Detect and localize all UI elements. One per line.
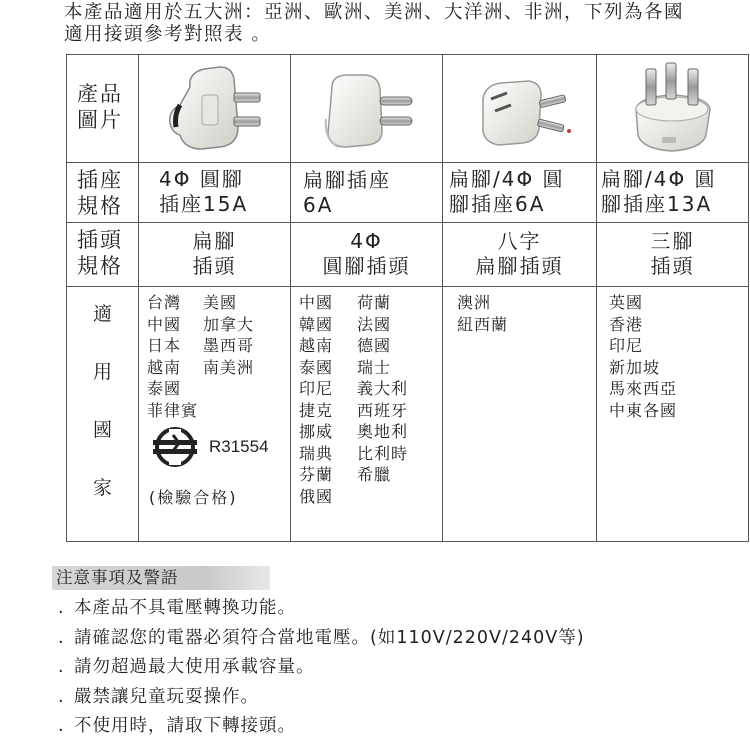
country-item: 新加坡 <box>609 357 661 377</box>
product-image-cell <box>291 55 443 163</box>
country-item: 菲律賓 <box>147 400 199 420</box>
row-label-socket-spec: 插座 規格 <box>67 163 139 223</box>
country-item: 越南 <box>299 336 334 355</box>
country-item: 芬蘭 <box>299 465 334 484</box>
country-item: 比利時 <box>357 443 409 463</box>
product-image-cell <box>597 55 749 163</box>
country-item: 香港 <box>609 314 644 334</box>
plug-spec-cell: 三腳 插頭 <box>597 223 749 287</box>
adapter-reference-table <box>66 54 749 542</box>
countries-cell <box>597 287 749 542</box>
country-item: 希臘 <box>357 465 392 484</box>
country-item <box>357 486 437 508</box>
certification-block <box>139 421 290 541</box>
country-item: 西班牙 <box>357 400 409 420</box>
angled-flat-adapter-icon <box>455 59 585 159</box>
countries-cell <box>291 287 443 542</box>
country-item: 印尼 <box>299 379 334 398</box>
country-item: 紐西蘭 <box>457 314 509 334</box>
plug-spec-cell: 4Φ 圓腳插頭 <box>291 223 443 287</box>
note-bullet: . <box>58 657 65 677</box>
country-item: 南美洲 <box>203 357 255 377</box>
notes-title: 注意事項及警語 <box>52 566 270 590</box>
country-item: 越南 <box>147 357 182 377</box>
country-item: 墨西哥 <box>203 336 255 355</box>
certification-label: (檢驗合格) <box>149 488 238 507</box>
country-item: 加拿大 <box>203 314 255 334</box>
row-label-plug-spec: 插頭 規格 <box>67 223 139 287</box>
note-bullet: . <box>58 716 65 736</box>
country-item: 泰國 <box>147 379 182 398</box>
countries-row <box>67 287 749 542</box>
country-item: 捷克 <box>299 400 334 420</box>
plug-spec-cell: 扁腳 插頭 <box>139 223 291 287</box>
note-bullet: . <box>58 598 65 618</box>
country-item <box>203 378 273 400</box>
plug-spec-cell: 八字 扁腳插頭 <box>443 223 597 287</box>
country-item: 印尼 <box>609 336 644 355</box>
socket-spec-cell: 扁腳插座 6A <box>291 163 443 223</box>
note-bullet: . <box>58 627 65 648</box>
country-item: 瑞典 <box>299 443 334 463</box>
row-label-countries: 適 用 國 家 <box>67 287 139 542</box>
product-image-cell <box>139 55 291 163</box>
note-item: . 不使用時，請取下轉接頭。 <box>58 712 585 742</box>
country-item: 日本 <box>147 336 182 355</box>
country-item: 英國 <box>609 293 644 312</box>
socket-spec-cell: 扁腳/4Φ 圓 腳插座6A <box>443 163 597 223</box>
note-item: . 嚴禁讓兒童玩耍操作。 <box>58 683 585 713</box>
country-item: 澳洲 <box>457 293 492 312</box>
note-item: . 請確認您的電器必須符合當地電壓。(如110V/220V/240V等) <box>58 624 585 654</box>
country-list <box>291 287 442 507</box>
round-pin-adapter-icon <box>302 59 432 159</box>
product-image-row <box>67 55 749 163</box>
country-list <box>139 287 290 421</box>
three-pin-adapter-icon <box>608 59 738 159</box>
country-item: 俄國 <box>299 486 334 506</box>
product-image-cell <box>443 55 597 163</box>
socket-spec-cell: 4Φ 圓腳 插座15A <box>139 163 291 223</box>
country-item <box>203 400 273 422</box>
country-item: 美國 <box>203 293 238 312</box>
country-item: 荷蘭 <box>357 293 392 312</box>
country-item: 法國 <box>357 314 392 334</box>
bsmi-certification-mark-icon <box>149 425 201 469</box>
certification-code: R31554 <box>209 437 269 456</box>
country-list <box>597 287 748 421</box>
notes-list <box>58 594 585 742</box>
country-item: 德國 <box>357 336 392 355</box>
country-item: 挪威 <box>299 422 334 441</box>
country-item: 中國 <box>147 314 182 334</box>
country-item: 瑞士 <box>357 357 392 377</box>
country-item: 義大利 <box>357 379 409 398</box>
country-item: 馬來西亞 <box>609 379 678 398</box>
country-list <box>443 287 596 335</box>
note-item: . 本產品不具電壓轉換功能。 <box>58 594 585 624</box>
intro-line-1: 本產品適用於五大洲：亞洲、歐洲、美洲、大洋洲、非洲，下列為各國 <box>64 2 685 23</box>
country-item: 奧地利 <box>357 422 409 441</box>
countries-cell <box>139 287 291 542</box>
country-item: 泰國 <box>299 357 334 377</box>
note-bullet: . <box>58 686 65 707</box>
country-item: 韓國 <box>299 314 334 334</box>
intro-text <box>64 2 748 46</box>
country-item: 台灣 <box>147 293 182 312</box>
plug-spec-row <box>67 223 749 287</box>
note-item: . 請勿超過最大使用承載容量。 <box>58 653 585 683</box>
intro-line-2: 適用接頭參考對照表 。 <box>64 24 272 45</box>
socket-spec-cell: 扁腳/4Φ 圓 腳插座13A <box>597 163 749 223</box>
socket-spec-row <box>67 163 749 223</box>
us-flat-adapter-icon <box>150 59 280 159</box>
country-item: 中東各國 <box>609 400 678 420</box>
countries-cell <box>443 287 597 542</box>
row-label-product-image: 產品 圖片 <box>67 55 139 163</box>
country-item: 中國 <box>299 293 334 312</box>
